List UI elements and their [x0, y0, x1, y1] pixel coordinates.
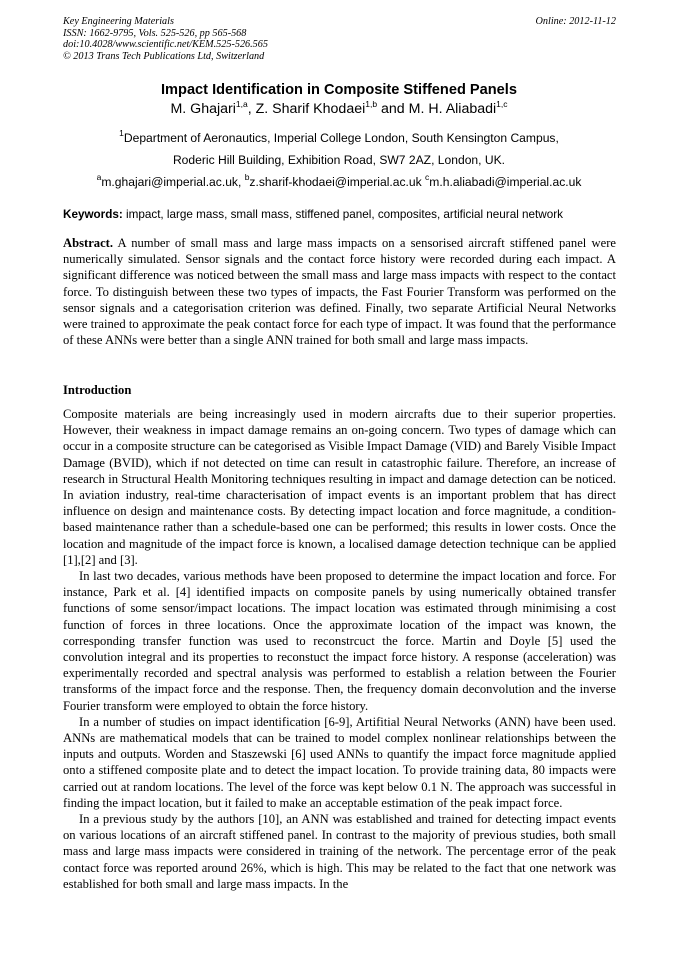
abstract-label: Abstract. [63, 236, 114, 250]
email-link[interactable]: z.sharif-khodaei@imperial.ac.uk [249, 175, 426, 189]
author-name: Z. Sharif Khodaei [255, 101, 366, 117]
journal-name: Key Engineering Materials [63, 16, 174, 27]
email-line [0, 172, 678, 189]
section-heading-introduction: Introduction [63, 383, 132, 397]
paragraph: In last two decades, various methods have been proposed to determine the impact location and force. For instance, Park et al. [4] identified impacts on composite panels by using numerically obtained transfer functions of some sensor/impact locations. The impact location was estimated through minimising a cost function of forces in three locations. Once the approximate location of the impact was known, the corresponding transfer function was used to reconstrcuct the force. Martin and Doyle [5] used the convolution integral and its properties to reconstuct the impact force history. A response (acceleration) was experimentally recorded and spectral analysis was performed to establish a relation between the Fourier transforms of the impact force and the response. Then, the frequency domain deconvolution and the inverse Fourier transform were employed to obtain the force history. [63, 569, 616, 713]
journal-header [63, 16, 616, 62]
copyright-line: © 2013 Trans Tech Publications Ltd, Switzerland [63, 50, 265, 62]
keywords [63, 208, 616, 221]
online-date: Online: 2012-11-12 [535, 16, 616, 27]
paragraph: In a number of studies on impact identification [6-9], Artifitial Neural Networks (ANN) have been used. ANNs are mathematical models that can be trained to model complex nonlinear relationships between the inputs and outputs. Worden and Staszewski [6] used ANNs to quantify the impact force magnitude applied onto a stiffened composite plate and to detect the impact location. To provide training data, 80 impacts were carried out at random locations. The level of the force was kept below 0.1 N. The approach was successful in finding the impact location, but it failed to make an acceptable estimation of the peak impact force. [63, 714, 616, 810]
keywords-text: impact, large mass, small mass, stiffened panel, composites, artificial neural network [122, 208, 563, 221]
doi-line: doi:10.4028/www.scientific.net/KEM.525-526.565 [63, 39, 268, 51]
affiliation-superscript: 1 [119, 128, 124, 138]
author-superscript: 1,c [496, 99, 508, 109]
abstract [63, 235, 616, 348]
affiliation-line-1 [0, 128, 678, 145]
email-superscript: a [96, 172, 102, 182]
affiliation-text: Department of Aeronautics, Imperial College London, South Kensington Campus, [123, 131, 559, 145]
author-superscript: 1,b [365, 99, 378, 109]
email-link[interactable]: m.ghajari@imperial.ac.uk, [101, 175, 245, 189]
author-name: M. Ghajari [170, 101, 236, 117]
author-name: M. H. Aliabadi [408, 101, 497, 117]
issn-line: ISSN: 1662-9795, Vols. 525-526, pp 565-568 [63, 27, 247, 39]
author-superscript: 1,a [235, 99, 248, 109]
author-list [0, 101, 678, 117]
paragraph: In a previous study by the authors [10], an ANN was established and trained for detecting impact events on various locations of an aircraft stiffened panel. In contrast to the majority of previous studies, both small mass and large mass impacts were considered in training of the network. The percentage error of the peak contact force was reported around 26%, which is high. This may be related to the fact that one network was established for both small and large mass impacts. In the [63, 812, 616, 891]
paragraph: Composite materials are being increasingly used in modern aircrafts due to their superior properties. However, their weakness in impact damage remains an on-going concern. Two types of damage which can occur in a composite structure can be categorised as Visible Impact Damage (VID) and Barely Visible Impact Damage (BVID), which if not detected on time can result in catastrophic failure. Therefore, an increase of research in Structural Health Monitoring techniques resulting in impact and damage detection can be noticed. In aviation industry, real-time characterisation of impact events is an important problem that has direct influence on design and maintenance costs. By detecting impact location and force magnitude, a condition-based maintenance rather than a schedule-based one can be performed; this results in lower costs. Once the location and magnitude of the impact force is known, a localised damage detection technique can be applied [1],[2] and [3]. [63, 407, 616, 567]
email-link[interactable]: m.h.aliabadi@imperial.ac.uk [429, 175, 582, 189]
email-superscript: c [425, 172, 430, 182]
email-superscript: b [244, 172, 250, 182]
abstract-text: A number of small mass and large mass impacts on a sensorised aircraft stiffened panel were numerically simulated. Sensor signals and the contact force history were recorded during each impact. A significant difference was noticed between the small mass and large mass impacts with respect to the contact force. To distinguish between these two types of impacts, the Fast Fourier Transform was performed on the sensor signals and a categorisation criterion was defined. Finally, two separate Artificial Neural Networks were trained to approximate the peak contact force for each type of impact. It was found that the performance of these ANNs were better than a single ANN trained for both small and large mass impacts. [63, 236, 616, 348]
affiliation-line-2: Roderic Hill Building, Exhibition Road, SW7 2AZ, London, UK. [172, 153, 506, 167]
paper-title: Impact Identification in Composite Stiffened Panels [161, 82, 517, 98]
keywords-label: Keywords: [63, 208, 123, 221]
author-separator: , [247, 101, 256, 117]
introduction-body [63, 406, 616, 892]
author-separator: and [377, 101, 409, 117]
